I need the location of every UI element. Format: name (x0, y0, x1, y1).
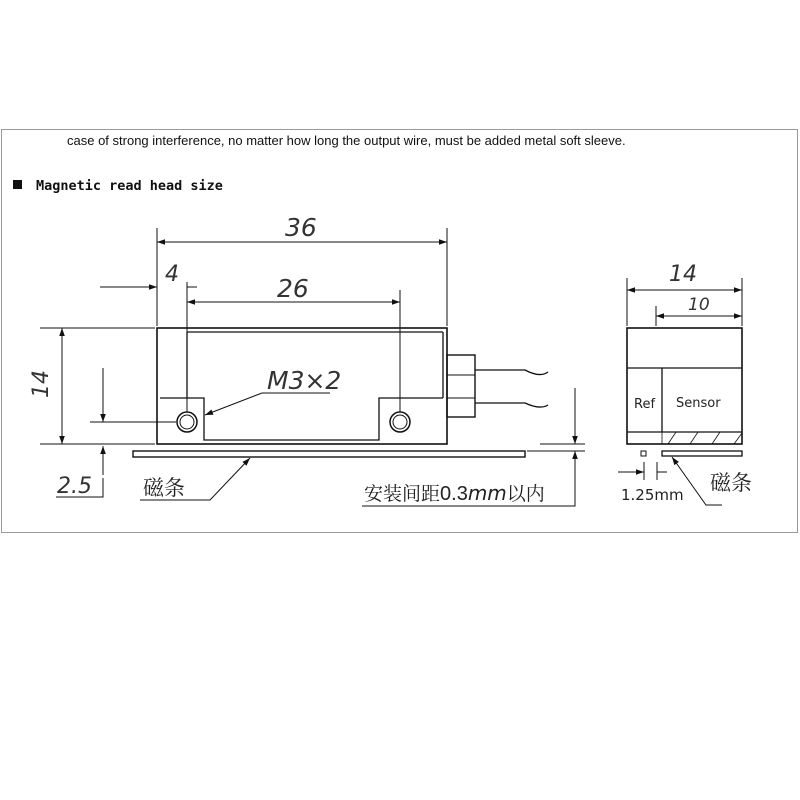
side-body (627, 328, 742, 444)
gap-unit: mm (467, 481, 507, 505)
gap-prefix: 安装间距 (364, 483, 441, 505)
cable-gland (447, 355, 475, 417)
side-strip (662, 451, 742, 456)
dim-width: 14 (669, 262, 697, 287)
interference-note: case of strong interference, no matter how long the output wire, must be added metal soft sleeve. (67, 133, 626, 148)
side-strip-marker (641, 451, 646, 456)
thread-label: M3×2 (267, 366, 342, 395)
side-base-hatch (662, 432, 742, 444)
ref-label: Ref (634, 397, 656, 412)
dim-hole-height: 2.5 (57, 474, 92, 499)
dim-hole-spacing: 26 (277, 274, 309, 303)
magnetic-strip (133, 451, 525, 457)
dim-sensor: 10 (688, 295, 710, 315)
thread-leader (205, 393, 330, 415)
strip-label-side: 磁条 (710, 471, 752, 495)
gap-value: 0.3 (440, 483, 468, 505)
dim-total-length: 36 (285, 213, 317, 242)
dim-offset: 4 (165, 262, 179, 287)
gap-label (364, 481, 545, 505)
mount-hole-right-inner (393, 415, 407, 429)
strip-label-front: 磁条 (143, 476, 185, 500)
cable (475, 370, 548, 407)
section-title: Magnetic read head size (36, 178, 223, 194)
dim-pitch: 1.25mm (621, 486, 684, 504)
dim-height: 14 (29, 370, 54, 398)
sensor-label: Sensor (676, 396, 721, 411)
mount-hole-left-inner (180, 415, 194, 429)
gap-suffix: 以内 (506, 483, 545, 505)
